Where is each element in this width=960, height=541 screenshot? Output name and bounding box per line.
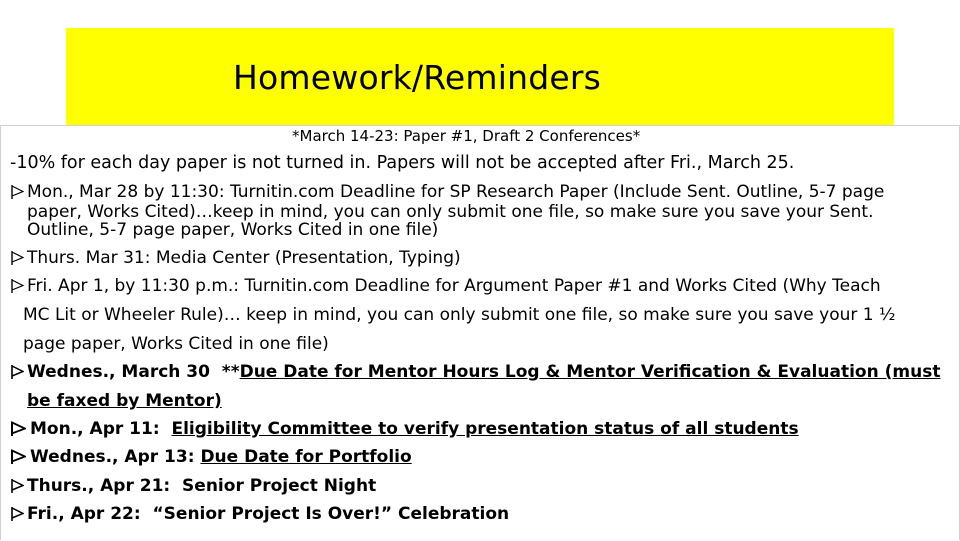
frame-left-border [0,125,1,540]
list-item: Fri., Apr 22: “Senior Project Is Over!” Celebration [10,504,509,524]
list-item: Thurs. Mar 31: Media Center (Presentation, Typing) [10,248,461,268]
flag-bullet-icon [10,278,24,293]
flag-bullet-icon [10,364,24,379]
late-policy-note: -10% for each day paper is not turned in. Papers will not be accepted after Fri., March 25. [10,153,795,173]
list-item: Wednes., March 30 **Due Date for Mentor Hours Log & Mentor Verification & Evaluation (must [10,362,940,382]
conference-dates: *March 14-23: Paper #1, Draft 2 Conferences* [292,127,641,145]
list-item: Thurs., Apr 21: Senior Project Night [10,476,376,496]
page-title: Homework/Reminders [233,58,602,97]
list-item: Mon., Mar 28 by 11:30: Turnitin.com Deadline for SP Research Paper (Include Sent. Outline, 5-7 page [10,182,884,202]
list-item-continuation: be faxed by Mentor) [27,391,222,411]
list-item-continuation: paper, Works Cited)…keep in mind, you can only submit one file, so make sure you save your Sent. [27,202,874,222]
flag-bullet-icon [10,421,24,436]
flag-bullet-icon [10,250,24,265]
flag-bullet-icon [10,184,24,199]
flag-bullet-icon [10,478,24,493]
list-item: Wednes., Apr 13: Due Date for Portfolio [10,447,412,467]
flag-bullet-icon [10,449,24,464]
list-item: Mon., Apr 11: Eligibility Committee to verify presentation status of all students [10,419,799,439]
list-item-continuation: MC Lit or Wheeler Rule)… keep in mind, you can only submit one file, so make sure you save your 1 ½ [23,305,896,325]
flag-bullet-icon [10,506,24,521]
list-item: Fri. Apr 1, by 11:30 p.m.: Turnitin.com Deadline for Argument Paper #1 and Works Cited (Why Teach [10,276,881,296]
list-item-continuation: Outline, 5-7 page paper, Works Cited in one file) [27,220,439,240]
list-item-continuation: page paper, Works Cited in one file) [23,334,329,354]
